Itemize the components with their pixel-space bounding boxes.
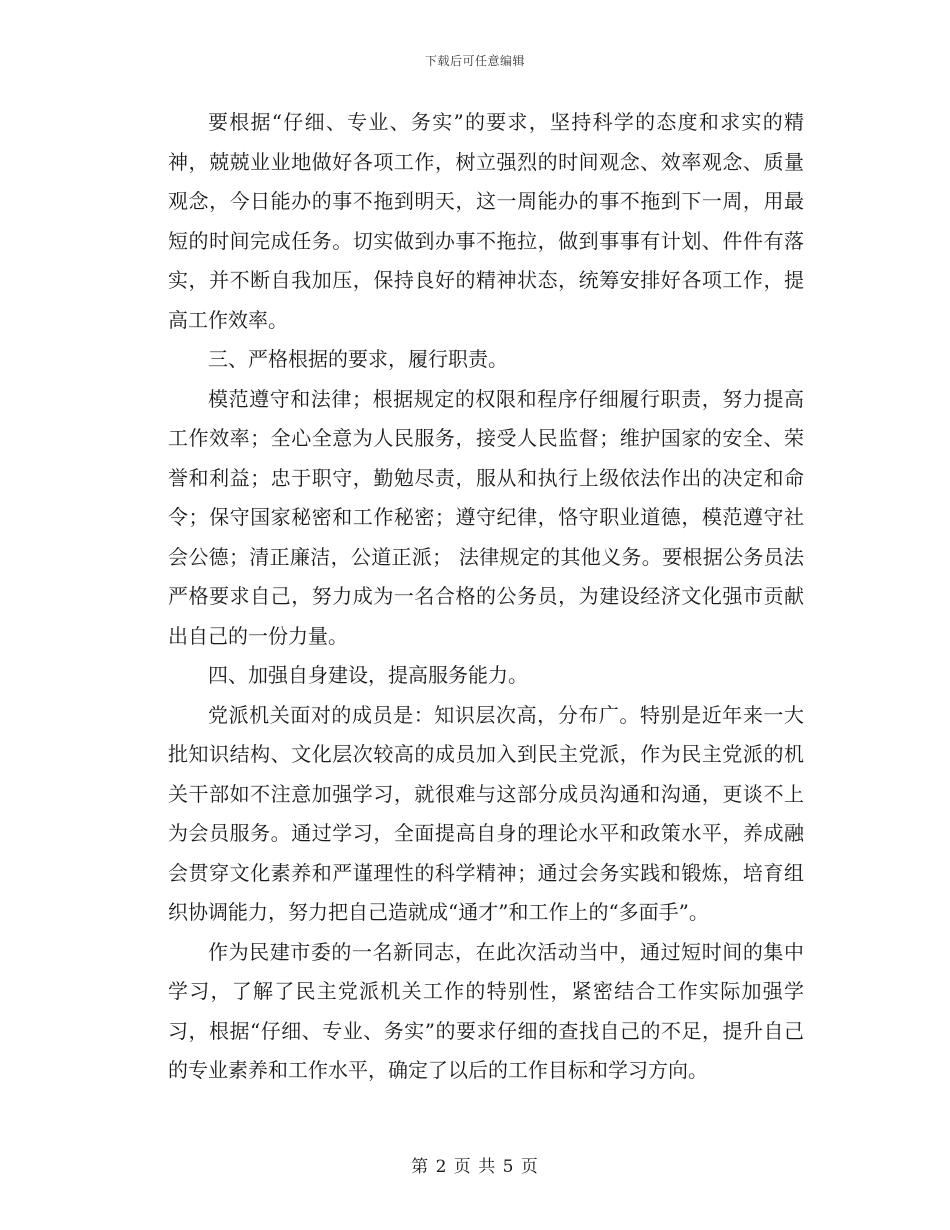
paragraph: 作为民建市委的一名新同志，在此次活动当中，通过短时间的集中学习，了解了民主党派机关工作的特别性，紧密结合工作实际加强学习，根据“仔细、专业、务实”的要求仔细的查找自己的不足，提升自己的专业素养和工作水平，确定了以后的工作目标和学习方向。 — [168, 939, 804, 1082]
page-number-footer: 第 2 页 共 5 页 — [411, 1157, 539, 1177]
section-heading: 四、加强自身建设，提高服务能力。 — [208, 663, 528, 687]
section-heading: 三、严格根据的要求，履行职责。 — [208, 347, 508, 371]
paragraph: 要根据“仔细、专业、务实”的要求，坚持科学的态度和求实的精神，兢兢业业地做好各项工作，树立强烈的时间观念、效率观念、质量观念，今日能办的事不拖到明天，这一周能办的事不拖到下一周，用最短的时间完成任务。切实做到办事不拖拉，做到事事有计划、件件有落实，并不断自我加压，保持良好的精神状态，统筹安排好各项工作，提高工作效率。 — [168, 110, 804, 332]
document-body — [168, 103, 804, 1091]
paragraph: 党派机关面对的成员是：知识层次高，分布广。特别是近年来一大批知识结构、文化层次较高的成员加入到民主党派，作为民主党派的机关干部如不注意加强学习，就很难与这部分成员沟通和沟通，更谈不上为会员服务。通过学习，全面提高自身的理论水平和政策水平，养成融会贯穿文化素养和严谨理性的科学精神；通过会务实践和锻炼，培育组织协调能力，努力把自己造就成“通才”和工作上的“多面手”。 — [168, 702, 804, 924]
page-header: 下载后可任意编辑 — [424, 54, 525, 68]
paragraph: 模范遵守和法律；根据规定的权限和程序仔细履行职责，努力提高工作效率；全心全意为人民服务，接受人民监督；维护国家的安全、荣誉和利益；忠于职守，勤勉尽责，服从和执行上级依法作出的决定和命令；保守国家秘密和工作秘密；遵守纪律，恪守职业道德，模范遵守社会公德；清正廉洁，公道正派； 法律规定的其他义务。要根据公务员法严格要求自己，努力成为一名合格的公务员，为建设经济文化强市贡献出自己的一份力量。 — [168, 386, 804, 648]
